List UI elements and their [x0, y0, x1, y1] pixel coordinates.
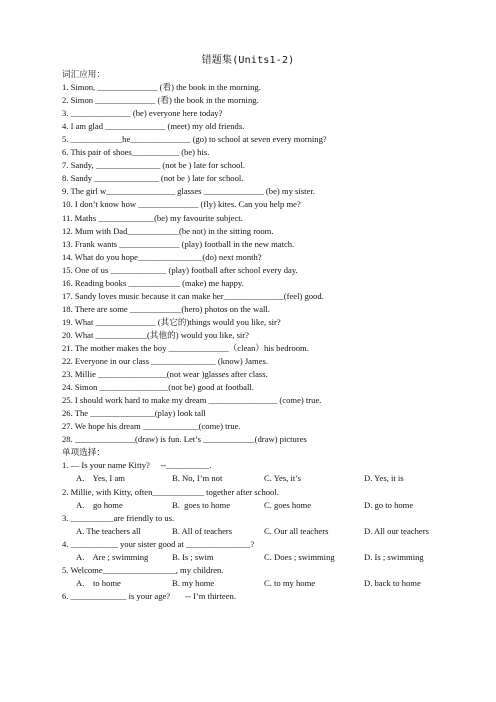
answer-options: [62, 577, 482, 590]
question-stem: 2. Millie, with Kitty, often____________ together after school.: [62, 486, 279, 497]
vocabulary-item: 12. Mum with Dad____________(be not) in the sitting room.: [62, 225, 274, 236]
answer-option: A. to home: [76, 577, 121, 588]
answer-option: C. goes home: [264, 499, 312, 510]
answer-option: C. Yes, it’s: [264, 473, 302, 484]
answer-option: A. Yes, I am: [76, 473, 125, 484]
vocabulary-item: 27. We hope his dream _____________(come) true.: [62, 421, 241, 432]
answer-option: D. back to home: [364, 577, 421, 588]
vocabulary-item: 3. ______________ (be) everyone here today?: [62, 108, 223, 119]
vocabulary-item: 5. ____________he______________ (go) to school at seven every morning?: [62, 134, 327, 145]
answer-option: B. No, I’m not: [172, 473, 223, 484]
vocabulary-item: 4. I am glad ______________ (meet) my old friends.: [62, 121, 245, 132]
vocabulary-item: 24. Simon ________________(not be) good at football.: [62, 382, 254, 393]
answer-option: A. The teachers all: [76, 525, 141, 536]
vocabulary-item: 9. The girl w________________ glasses ______________ (be) my sister.: [62, 186, 315, 197]
answer-option: D. Is ; swimming: [364, 551, 424, 562]
answer-option: D. Yes, it is: [364, 473, 404, 484]
vocabulary-item: 21. The mother makes the boy ______________（clean）his bedroom.: [62, 342, 309, 353]
vocabulary-item: 11. Maths _____________(be) my favourite subject.: [62, 212, 243, 223]
vocabulary-item: 20. What ____________(其他的) would you like, sir?: [62, 329, 249, 340]
section-heading-vocabulary: 词汇应用：: [62, 69, 105, 79]
question-stem: 6. _____________ is your age? -- I’m thirteen.: [62, 590, 236, 601]
answer-option: A. Are ; swimming: [76, 551, 149, 562]
question-stem: 5. Welcome_________________, my children.: [62, 564, 224, 575]
exercise-content: [62, 68, 482, 603]
answer-option: B. goes to home: [172, 499, 231, 510]
answer-options: [62, 472, 482, 485]
vocabulary-item: 25. I should work hard to make my dream ________________ (come) true.: [62, 395, 322, 406]
vocabulary-item: 2. Simon ______________ (看) the book in the morning.: [62, 95, 259, 106]
answer-options: [62, 499, 482, 512]
answer-options: [62, 525, 482, 538]
answer-option: D. go to home: [364, 499, 414, 510]
vocabulary-item: 15. One of us _____________ (play) football after school every day.: [62, 264, 298, 275]
answer-option: B. Is ; swim: [172, 551, 214, 562]
vocabulary-item: 28. ______________(draw) is fun. Let’s ____________(draw) pictures: [62, 434, 307, 445]
multiple-choice-list: [62, 459, 482, 603]
vocabulary-item: 6. This pair of shoes___________ (be) his.: [62, 147, 210, 158]
answer-options: [62, 551, 482, 564]
answer-option: C. to my home: [264, 577, 316, 588]
vocabulary-item: 22. Everyone in our class _______________ (know) James.: [62, 356, 268, 367]
answer-option: A. go home: [76, 499, 123, 510]
vocabulary-item: 26. The _______________(play) look tall: [62, 408, 206, 419]
vocabulary-item: 14. What do you hope_______________(do) next month?: [62, 251, 262, 262]
vocabulary-item: 23. Millie ________________(not wear )glasses after class.: [62, 369, 268, 380]
vocabulary-item: 10. I don’t know how ______________ (fly) kites. Can you help me?: [62, 199, 301, 210]
vocabulary-list: [62, 81, 482, 446]
vocabulary-item: 7. Sandy, _______________ (not be ) late for school.: [62, 160, 245, 171]
section-heading-multiple-choice: 单项选择：: [62, 447, 105, 458]
question-stem: 1. — Is your name Kitty? --__________.: [62, 460, 212, 471]
answer-option: C. Our all teachers: [264, 525, 329, 536]
vocabulary-item: 19. What ______________ (其它的)things would you like, sir?: [62, 316, 281, 327]
vocabulary-item: 8. Sandy _______________ (not be ) late for school.: [62, 173, 244, 184]
document-title: 错题集(Units1-2): [201, 55, 295, 66]
vocabulary-item: 1. Simon, ______________ (看) the book in the morning.: [62, 82, 261, 93]
vocabulary-item: 16. Reading books ____________ (make) me happy.: [62, 277, 244, 288]
vocabulary-item: 13. Frank wants ______________ (play) football in the new match.: [62, 238, 295, 249]
question-stem: 4. ___________ your sister good at _______________?: [62, 538, 255, 549]
answer-option: B. All of teachers: [172, 525, 233, 536]
answer-option: C. Does ; swimming: [264, 551, 335, 562]
vocabulary-item: 17. Sandy loves music because it can make her______________(feel) good.: [62, 290, 324, 301]
answer-option: B. my home: [172, 577, 215, 588]
answer-option: D. All our teachers: [364, 525, 429, 536]
vocabulary-item: 18. There are some ____________(hero) photos on the wall.: [62, 303, 270, 314]
question-stem: 3. __________are friendly to us.: [62, 512, 175, 523]
